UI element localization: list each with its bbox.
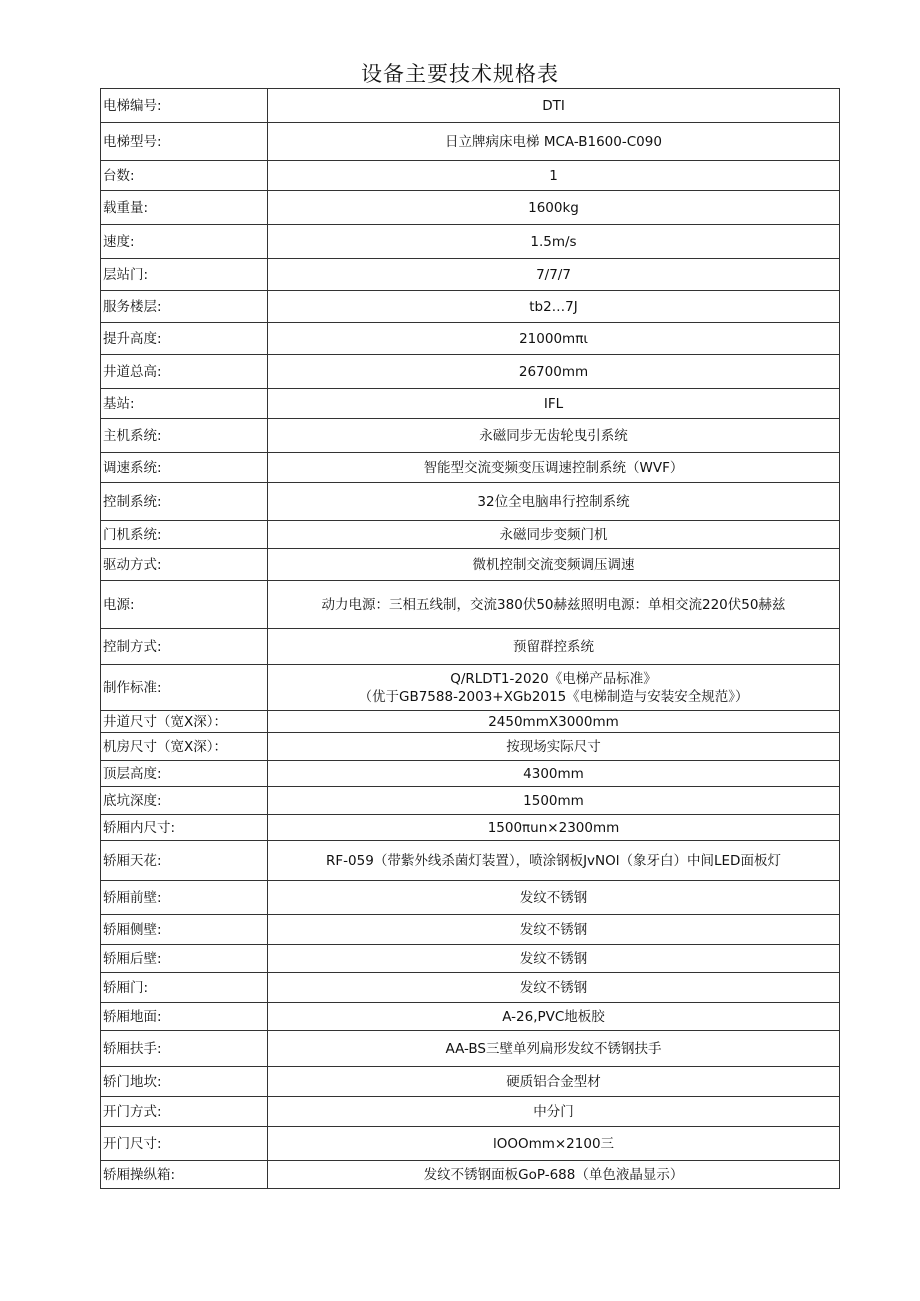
spec-value xyxy=(268,1161,840,1189)
table-row xyxy=(101,665,840,711)
spec-value-line: 发纹不锈钢 xyxy=(519,950,588,967)
spec-value xyxy=(268,291,840,323)
spec-value xyxy=(268,973,840,1003)
spec-label: 提升高度: xyxy=(101,323,268,355)
spec-value-line: 微机控制交流变频调压调速 xyxy=(472,556,635,573)
spec-value-line: 1500πun×2300mm xyxy=(487,819,620,836)
spec-label: 台数: xyxy=(101,161,268,191)
spec-label: 基站: xyxy=(101,389,268,419)
spec-label: 轿厢地面: xyxy=(101,1003,268,1031)
spec-value xyxy=(268,711,840,733)
table-row xyxy=(101,1003,840,1031)
spec-value xyxy=(268,89,840,123)
spec-label: 载重量: xyxy=(101,191,268,225)
spec-value-line: 26700mm xyxy=(518,363,589,380)
spec-table-body xyxy=(101,89,840,1189)
table-row xyxy=(101,259,840,291)
spec-label: 电源: xyxy=(101,581,268,629)
spec-value-line: 1.5m∕s xyxy=(530,233,577,250)
spec-label: 控制方式: xyxy=(101,629,268,665)
spec-value-line: 永磁同步变频门机 xyxy=(499,526,608,543)
table-row xyxy=(101,711,840,733)
spec-value xyxy=(268,161,840,191)
spec-label: 轿厢操纵箱: xyxy=(101,1161,268,1189)
spec-value-line: tb2…7J xyxy=(529,298,578,315)
spec-value-line: 发纹不锈钢 xyxy=(519,921,588,938)
spec-value-line: 中分门 xyxy=(533,1103,574,1120)
spec-value xyxy=(268,453,840,483)
table-row xyxy=(101,1067,840,1097)
spec-value-line: 发纹不锈钢 xyxy=(519,889,588,906)
spec-value xyxy=(268,665,840,711)
table-row xyxy=(101,483,840,521)
spec-value-line: 32位全电脑串行控制系统 xyxy=(477,493,630,510)
table-row xyxy=(101,733,840,761)
spec-value xyxy=(268,881,840,915)
spec-value-line: 发纹不锈钢 xyxy=(519,979,588,996)
table-row xyxy=(101,389,840,419)
spec-value xyxy=(268,1127,840,1161)
spec-value-line: RF-059（带紫外线杀菌灯装置），喷涂钢板JvNOl（象牙白）中间LED面板灯 xyxy=(326,852,781,869)
table-row xyxy=(101,161,840,191)
spec-value-line: 1 xyxy=(549,167,558,184)
spec-label: 调速系统: xyxy=(101,453,268,483)
spec-value-line: 硬质铝合金型材 xyxy=(506,1073,601,1090)
table-row xyxy=(101,123,840,161)
spec-value-line: Q/RLDT1-2020《电梯产品标准》 xyxy=(450,670,657,687)
table-row xyxy=(101,323,840,355)
table-row xyxy=(101,815,840,841)
spec-value xyxy=(268,581,840,629)
spec-value xyxy=(268,915,840,945)
spec-table xyxy=(100,88,840,1189)
spec-value xyxy=(268,259,840,291)
spec-value xyxy=(268,1031,840,1067)
spec-value xyxy=(268,761,840,787)
spec-label: 轿厢侧壁: xyxy=(101,915,268,945)
spec-label: 轿厢前壁: xyxy=(101,881,268,915)
table-row xyxy=(101,1161,840,1189)
table-row xyxy=(101,419,840,453)
spec-label: 井道尺寸（宽X深）： xyxy=(101,711,268,733)
spec-label: 电梯型号: xyxy=(101,123,268,161)
spec-value xyxy=(268,355,840,389)
spec-value-line: AA-BS三壁单列扁形发纹不锈钢扶手 xyxy=(445,1040,662,1057)
spec-value-line: 21000mπι xyxy=(519,330,588,347)
table-row xyxy=(101,761,840,787)
spec-label: 开门尺寸: xyxy=(101,1127,268,1161)
table-row xyxy=(101,291,840,323)
table-row xyxy=(101,191,840,225)
spec-label: 顶层高度: xyxy=(101,761,268,787)
spec-value xyxy=(268,629,840,665)
spec-value xyxy=(268,483,840,521)
spec-value-line: A-26,PVC地板胶 xyxy=(502,1008,605,1025)
spec-label: 轿厢内尺寸: xyxy=(101,815,268,841)
table-row xyxy=(101,581,840,629)
table-row xyxy=(101,629,840,665)
table-row xyxy=(101,225,840,259)
spec-value-line: 永磁同步无齿轮曳引系统 xyxy=(479,427,628,444)
table-row xyxy=(101,973,840,1003)
table-row xyxy=(101,355,840,389)
spec-value-line: lOOOmm×2100三 xyxy=(492,1135,615,1152)
table-row xyxy=(101,1127,840,1161)
spec-value xyxy=(268,841,840,881)
spec-value xyxy=(268,549,840,581)
spec-value xyxy=(268,1067,840,1097)
spec-value xyxy=(268,1003,840,1031)
spec-value xyxy=(268,323,840,355)
spec-value xyxy=(268,815,840,841)
spec-value-line: 1600kg xyxy=(528,199,579,216)
spec-label: 轿厢扶手: xyxy=(101,1031,268,1067)
table-row xyxy=(101,915,840,945)
table-row xyxy=(101,453,840,483)
spec-label: 轿门地坎: xyxy=(101,1067,268,1097)
table-row xyxy=(101,1031,840,1067)
spec-value xyxy=(268,225,840,259)
spec-value-line: 4300mm xyxy=(523,765,584,782)
spec-label: 制作标准: xyxy=(101,665,268,711)
spec-value-line: 1500mm xyxy=(523,792,584,809)
table-row xyxy=(101,841,840,881)
spec-label: 电梯编号: xyxy=(101,89,268,123)
spec-label: 驱动方式: xyxy=(101,549,268,581)
spec-value xyxy=(268,389,840,419)
spec-value-line: 预留群控系统 xyxy=(513,638,594,655)
page-title: 设备主要技术规格表 xyxy=(361,62,559,86)
spec-label: 服务楼层: xyxy=(101,291,268,323)
table-row xyxy=(101,881,840,915)
spec-value-line: 7/7/7 xyxy=(536,266,571,283)
spec-label: 轿厢门: xyxy=(101,973,268,1003)
spec-value xyxy=(268,521,840,549)
table-row xyxy=(101,787,840,815)
spec-label: 层站门: xyxy=(101,259,268,291)
spec-value xyxy=(268,123,840,161)
spec-label: 控制系统: xyxy=(101,483,268,521)
spec-value-line: DTI xyxy=(542,97,565,114)
spec-value-line: 2450mmX3000mm xyxy=(488,713,619,730)
spec-label: 底坑深度: xyxy=(101,787,268,815)
table-row xyxy=(101,89,840,123)
spec-value-line: 按现场实际尺寸 xyxy=(506,738,601,755)
spec-label: 机房尺寸（宽X深）： xyxy=(101,733,268,761)
spec-label: 速度: xyxy=(101,225,268,259)
table-row xyxy=(101,945,840,973)
spec-value xyxy=(268,1097,840,1127)
spec-value xyxy=(268,419,840,453)
spec-value-line: 动力电源：三相五线制，交流380伏50赫兹照明电源：单相交流220伏50赫兹 xyxy=(321,596,786,613)
spec-label: 开门方式: xyxy=(101,1097,268,1127)
spec-value-line: 日立牌病床电梯 MCA-B1600-C090 xyxy=(445,133,662,150)
spec-value xyxy=(268,787,840,815)
spec-value xyxy=(268,733,840,761)
table-row xyxy=(101,549,840,581)
spec-value-line: （优于GB7588-2003+XGb2015《电梯制造与安装安全规范》） xyxy=(358,688,749,705)
spec-label: 轿厢后壁: xyxy=(101,945,268,973)
spec-label: 主机系统: xyxy=(101,419,268,453)
spec-value-line: 发纹不锈钢面板GoP-688（单色液晶显示） xyxy=(423,1166,684,1183)
spec-value xyxy=(268,945,840,973)
spec-label: 门机系统: xyxy=(101,521,268,549)
table-row xyxy=(101,1097,840,1127)
spec-value xyxy=(268,191,840,225)
spec-label: 轿厢天花: xyxy=(101,841,268,881)
spec-label: 井道总高: xyxy=(101,355,268,389)
table-row xyxy=(101,521,840,549)
spec-value-line: 智能型交流变频变压调速控制系统（WVF） xyxy=(423,459,684,476)
spec-value-line: IFL xyxy=(543,395,564,412)
